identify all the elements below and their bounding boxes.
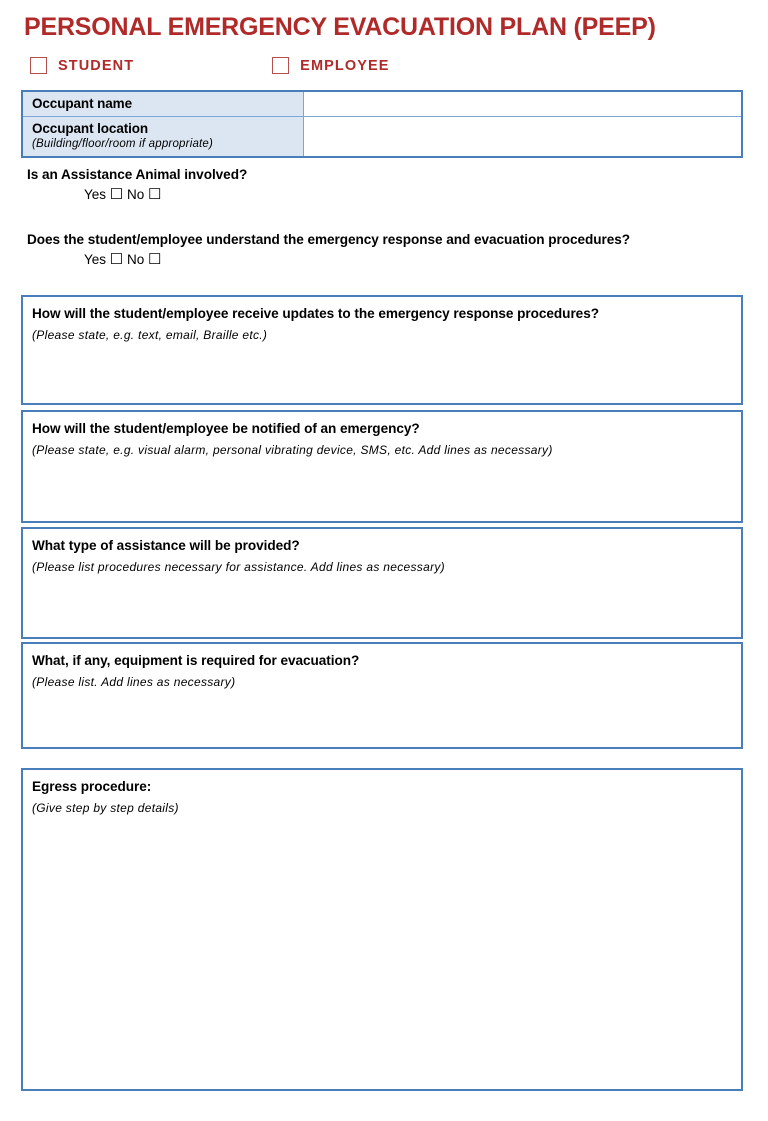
answer-box-equipment-required[interactable] (21, 642, 743, 749)
occupant-name-field[interactable] (303, 91, 742, 117)
occupant-location-sub-label: (Building/floor/room if appropriate) (32, 138, 214, 150)
yes-label-animal: Yes (84, 187, 107, 202)
answer-box-receive-updates-title: How will the student/employee receive updates to the emergency response procedures? (32, 306, 599, 321)
question-understands-procedures-text: Does the student/employee understand the emergency response and evacuation procedures? (27, 232, 631, 247)
answer-box-egress-procedure[interactable] (21, 768, 743, 1091)
question-assistance-animal (27, 167, 247, 202)
occupant-type-option-student[interactable] (30, 57, 134, 74)
answer-box-notified-of-emergency[interactable] (21, 410, 743, 523)
occupant-type-option-employee[interactable] (272, 57, 389, 74)
answer-box-receive-updates-hint: (Please state, e.g. text, email, Braille etc.) (32, 328, 268, 342)
table-row (22, 91, 742, 117)
answer-box-type-of-assistance-hint: (Please list procedures necessary for assistance. Add lines as necessary) (32, 560, 445, 574)
question-understands-procedures (27, 232, 630, 267)
answer-box-notified-of-emergency-title: How will the student/employee be notified of an emergency? (32, 421, 420, 436)
occupant-type-selector (30, 57, 390, 74)
answer-box-equipment-required-title: What, if any, equipment is required for evacuation? (32, 653, 360, 668)
answer-box-egress-procedure-hint: (Give step by step details) (32, 801, 179, 815)
yes-checkbox-understand[interactable]: ☐ (109, 251, 124, 268)
occupant-location-label: Occupant location (32, 121, 149, 136)
yes-checkbox-animal[interactable]: ☐ (109, 186, 124, 203)
page-title: PERSONAL EMERGENCY EVACUATION PLAN (PEEP) (24, 13, 656, 41)
yes-label-understand: Yes (84, 252, 107, 267)
answer-box-type-of-assistance[interactable] (21, 527, 743, 639)
no-label-understand: No (127, 252, 145, 267)
answer-box-equipment-required-hint: (Please list. Add lines as necessary) (32, 675, 236, 689)
question-assistance-animal-options (84, 187, 247, 202)
occupant-location-label-cell (22, 117, 303, 158)
answer-box-notified-of-emergency-hint: (Please state, e.g. visual alarm, personal vibrating device, SMS, etc. Add lines as necessary) (32, 443, 553, 457)
question-assistance-animal-text: Is an Assistance Animal involved? (27, 167, 248, 182)
answer-box-egress-procedure-title: Egress procedure: (32, 779, 152, 794)
employee-checkbox-label: EMPLOYEE (300, 57, 390, 74)
table-row (22, 117, 742, 158)
occupant-location-field[interactable] (303, 117, 742, 158)
employee-checkbox[interactable] (272, 57, 289, 74)
occupant-name-label-cell (22, 91, 303, 117)
student-checkbox[interactable] (30, 57, 47, 74)
student-checkbox-label: STUDENT (58, 57, 135, 74)
no-checkbox-animal[interactable]: ☐ (148, 186, 162, 203)
occupant-name-label: Occupant name (32, 96, 132, 111)
no-checkbox-understand[interactable]: ☐ (148, 251, 162, 268)
answer-box-type-of-assistance-title: What type of assistance will be provided? (32, 538, 300, 553)
question-understands-procedures-options (84, 252, 630, 267)
occupant-details-table (21, 90, 743, 158)
no-label-animal: No (127, 187, 145, 202)
answer-box-receive-updates[interactable] (21, 295, 743, 405)
